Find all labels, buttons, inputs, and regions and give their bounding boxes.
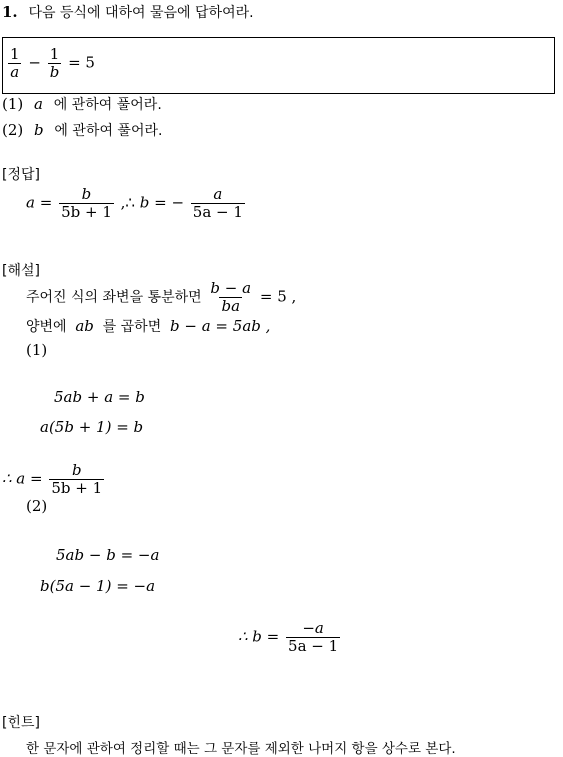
hint-text: 한 문자에 관하여 정리할 때는 그 문자를 제외한 나머지 항을 상수로 본다. — [26, 741, 456, 757]
equation-step-4: b(5a − 1) = −a — [40, 577, 156, 595]
answer-fraction-a: $\frac{b}{5b + 1}$ — [61, 185, 112, 221]
sub-question-1: (1) a 에 관하여 풀어라. — [2, 95, 162, 113]
equation-step-2: a(5b + 1) = b — [40, 418, 144, 436]
equation-step-3: 5ab − b = −a — [56, 546, 160, 564]
problem-instruction: 다음 등식에 대하여 물음에 답하여라. — [28, 5, 254, 21]
given-equation — [6, 46, 95, 81]
equation-rhs: = 5 — [68, 53, 95, 72]
sub-question-2: (2) b 에 관하여 풀어라. — [2, 121, 163, 139]
part-1-label: (1) — [26, 341, 48, 359]
problem-header — [2, 2, 254, 22]
explanation-line-1: 주어진 식의 좌변을 통분하면 $\frac{b - a}{ba}$ = 5 , — [26, 279, 297, 315]
part-2-label: (2) — [26, 497, 48, 515]
result-a-fraction: $\frac{b}{5b + 1}$ — [51, 461, 103, 497]
result-b-fraction: $\frac{-a}{5a - 1}$ — [288, 619, 339, 655]
result-b: ∴ b = $\frac{-a}{5a - 1}$ — [238, 619, 339, 655]
fraction-1-over-b: $\frac{1}{b}$ — [49, 45, 60, 81]
explanation-label: [해설] — [2, 263, 40, 279]
fraction-1-over-a: $\frac{1}{a}$ — [10, 45, 20, 81]
minus-sign: − — [28, 53, 41, 72]
explanation-line-2: 양변에 ab 를 곱하면 b − a = 5ab , — [26, 317, 271, 335]
hint-label: [힌트] — [2, 715, 40, 731]
result-a: ∴ a = $\frac{b}{5b + 1}$ — [2, 461, 103, 497]
equation-step-1: 5ab + a = b — [54, 388, 145, 406]
explanation-fraction: $\frac{b - a}{ba}$ — [210, 279, 252, 315]
answer-label: [정답] — [2, 167, 40, 183]
answer-line: a = $\frac{b}{5b + 1}$ ,∴ b = − $\frac{a}{5a - 1}$ — [26, 185, 243, 221]
answer-fraction-b: $\frac{a}{5a - 1}$ — [192, 185, 243, 221]
problem-number: 1. — [2, 3, 18, 21]
